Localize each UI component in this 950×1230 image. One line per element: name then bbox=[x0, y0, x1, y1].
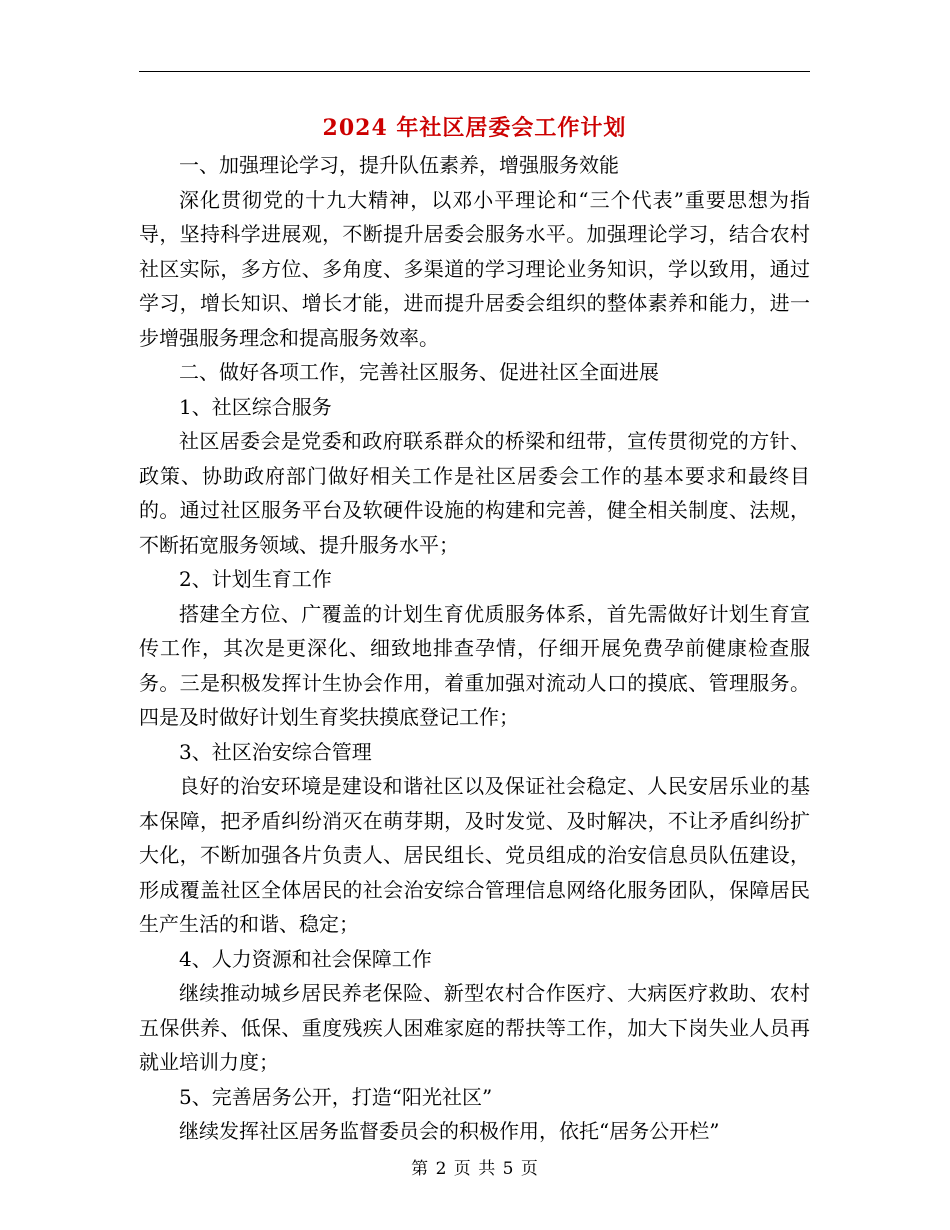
subheading-family-planning: 2、计划生育工作 bbox=[179, 567, 332, 591]
header-rule bbox=[139, 71, 810, 72]
subheading-social-security: 4、人力资源和社会保障工作 bbox=[179, 946, 432, 971]
subheading-community-service: 1、社区综合服务 bbox=[179, 394, 332, 419]
document-body bbox=[139, 148, 810, 1149]
subheading-affairs-disclosure: 5、完善居务公开，打造“阳光社区” bbox=[179, 1084, 493, 1109]
paragraph-public-security: 良好的治安环境是建设和谐社区以及保证社会稳定、人民安居乐业的基本保障，把矛盾纠纷消灭在萌芽期，及时发觉、及时解决，不让矛盾纠纷扩大化，不断加强各片负责人、居民组长、党员组成的治安信息员队伍建设，形成覆盖社区全体居民的社会治安综合管理信息网络化服务团队，保障居民生产生活的和谐、稳定； bbox=[139, 774, 810, 936]
paragraph-community-service: 社区居委会是党委和政府联系群众的桥梁和纽带，宣传贯彻党的方针、政策、协助政府部门做好相关工作是社区居委会工作的基本要求和最终目的。通过社区服务平台及软硬件设施的构建和完善，健全相关制度、法规，不断拓宽服务领域、提升服务水平； bbox=[139, 429, 810, 557]
section-heading-2: 二、做好各项工作，完善社区服务、促进社区全面进展 bbox=[179, 360, 659, 384]
subheading-public-security: 3、社区治安综合管理 bbox=[179, 739, 372, 764]
document-title: 2024 年社区居委会工作计划 bbox=[322, 115, 627, 141]
paragraph-theory-study: 深化贯彻党的十九大精神，以邓小平理论和“三个代表”重要思想为指导，坚持科学进展观，不断提升居委会服务水平。加强理论学习，结合农村社区实际，多方位、多角度、多渠道的学习理论业务知识，学以致用，通过学习，增长知识、增长才能，进而提升居委会组织的整体素养和能力，进一步增强服务理念和提高服务效率。 bbox=[139, 187, 810, 350]
section-heading-1: 一、加强理论学习，提升队伍素养，增强服务效能 bbox=[179, 153, 619, 177]
paragraph-affairs-disclosure: 继续发挥社区居务监督委员会的积极作用，依托“居务公开栏” bbox=[179, 1119, 720, 1143]
page-number-footer: 第 2 页 共 5 页 bbox=[411, 1159, 539, 1179]
paragraph-social-security: 继续推动城乡居民养老保险、新型农村合作医疗、大病医疗救助、农村五保供养、低保、重度残疾人困难家庭的帮扶等工作，加大下岗失业人员再就业培训力度； bbox=[139, 981, 810, 1074]
paragraph-family-planning: 搭建全方位、广覆盖的计划生育优质服务体系，首先需做好计划生育宣传工作，其次是更深化、细致地排查孕情，仔细开展免费孕前健康检查服务。三是积极发挥计生协会作用，着重加强对流动人口的摸底、管理服务。四是及时做好计划生育奖扶摸底登记工作； bbox=[139, 601, 810, 729]
